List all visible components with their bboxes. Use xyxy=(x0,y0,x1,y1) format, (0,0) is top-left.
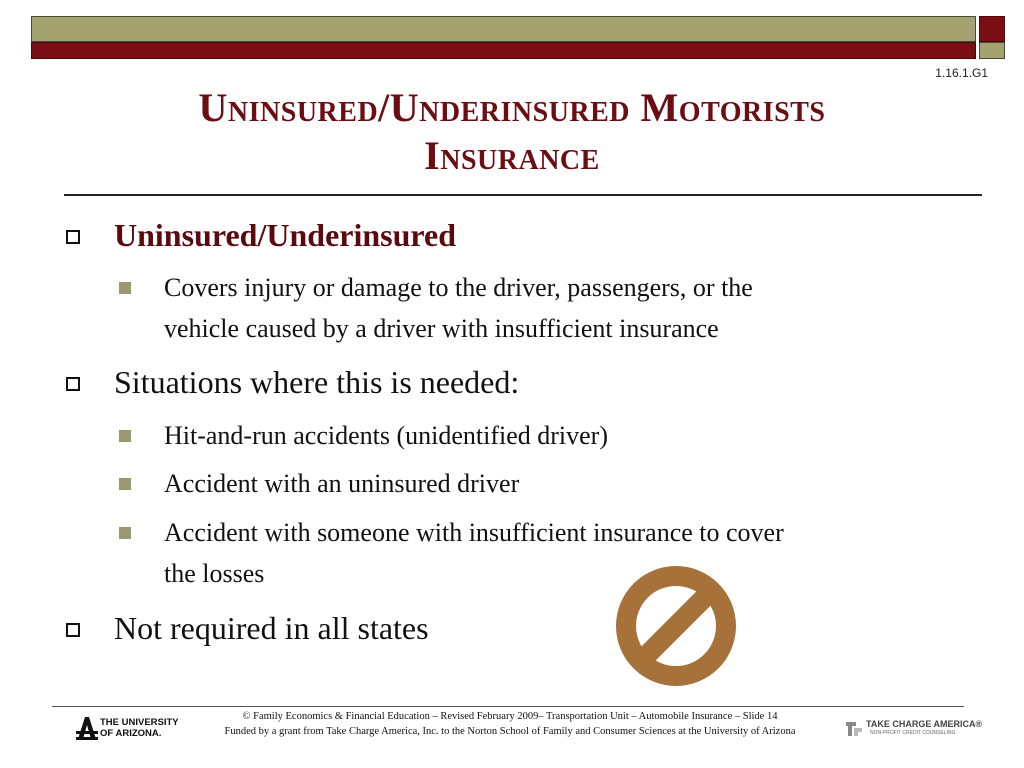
bullet-text: Not required in all states xyxy=(114,610,429,646)
hollow-square-bullet-icon xyxy=(66,230,80,244)
slide-title-line2: Insurance xyxy=(424,133,600,178)
take-charge-america-mark-icon xyxy=(844,718,864,738)
header-bar-olive xyxy=(31,16,976,42)
sub-bullet-line: Hit-and-run accidents (unidentified driver) xyxy=(164,421,608,450)
logo-text: OF ARIZONA. xyxy=(100,728,162,739)
arizona-a-logo-icon xyxy=(76,716,98,740)
logo-tagline: NON-PROFIT CREDIT COUNSELING xyxy=(870,730,956,736)
take-charge-america-logo xyxy=(844,716,983,742)
sub-bullet-line: Accident with someone with insufficient insurance to cover xyxy=(164,518,784,547)
sub-bullet-line: Accident with an uninsured driver xyxy=(164,469,520,498)
footer-funding: Funded by a grant from Take Charge America, Inc. to the Norton School of Family and Consumer Sciences at the University of Arizona xyxy=(224,726,796,737)
header-square-maroon xyxy=(979,16,1005,42)
header-square-olive xyxy=(979,42,1005,59)
sub-bullet-line: Covers injury or damage to the driver, passengers, or the xyxy=(164,273,753,302)
bullet-text: Uninsured/Underinsured xyxy=(114,217,457,253)
footer-divider xyxy=(52,706,964,707)
sub-bullet-line: vehicle caused by a driver with insufficient insurance xyxy=(164,314,719,343)
logo-text: THE UNIVERSITY xyxy=(100,717,179,728)
hollow-square-bullet-icon xyxy=(66,623,80,637)
slide-title-line1: Uninsured/Underinsured Motorists xyxy=(198,85,826,130)
sub-bullet-text xyxy=(164,267,964,349)
sub-bullet-text xyxy=(164,512,964,594)
sub-bullet-text xyxy=(164,463,964,504)
sub-bullet-text xyxy=(164,415,964,456)
prohibition-sign-icon xyxy=(614,564,738,688)
footer-copyright: © Family Economics & Financial Education – Revised February 2009– Transportation Unit – Automobile Insurance – Slide 14 xyxy=(242,711,778,722)
logo-text: TAKE CHARGE AMERICA® xyxy=(866,719,983,729)
filled-square-bullet-icon xyxy=(119,430,131,442)
filled-square-bullet-icon xyxy=(119,478,131,490)
hollow-square-bullet-icon xyxy=(66,377,80,391)
slide-code: 1.16.1.G1 xyxy=(935,66,988,80)
filled-square-bullet-icon xyxy=(119,527,131,539)
university-of-arizona-logo xyxy=(76,716,179,740)
bullet-text: Situations where this is needed: xyxy=(114,364,520,400)
slide-title xyxy=(20,84,1004,180)
filled-square-bullet-icon xyxy=(119,282,131,294)
sub-bullet-line: the losses xyxy=(164,559,265,588)
header-bar-maroon xyxy=(31,42,976,59)
title-divider xyxy=(64,194,982,196)
